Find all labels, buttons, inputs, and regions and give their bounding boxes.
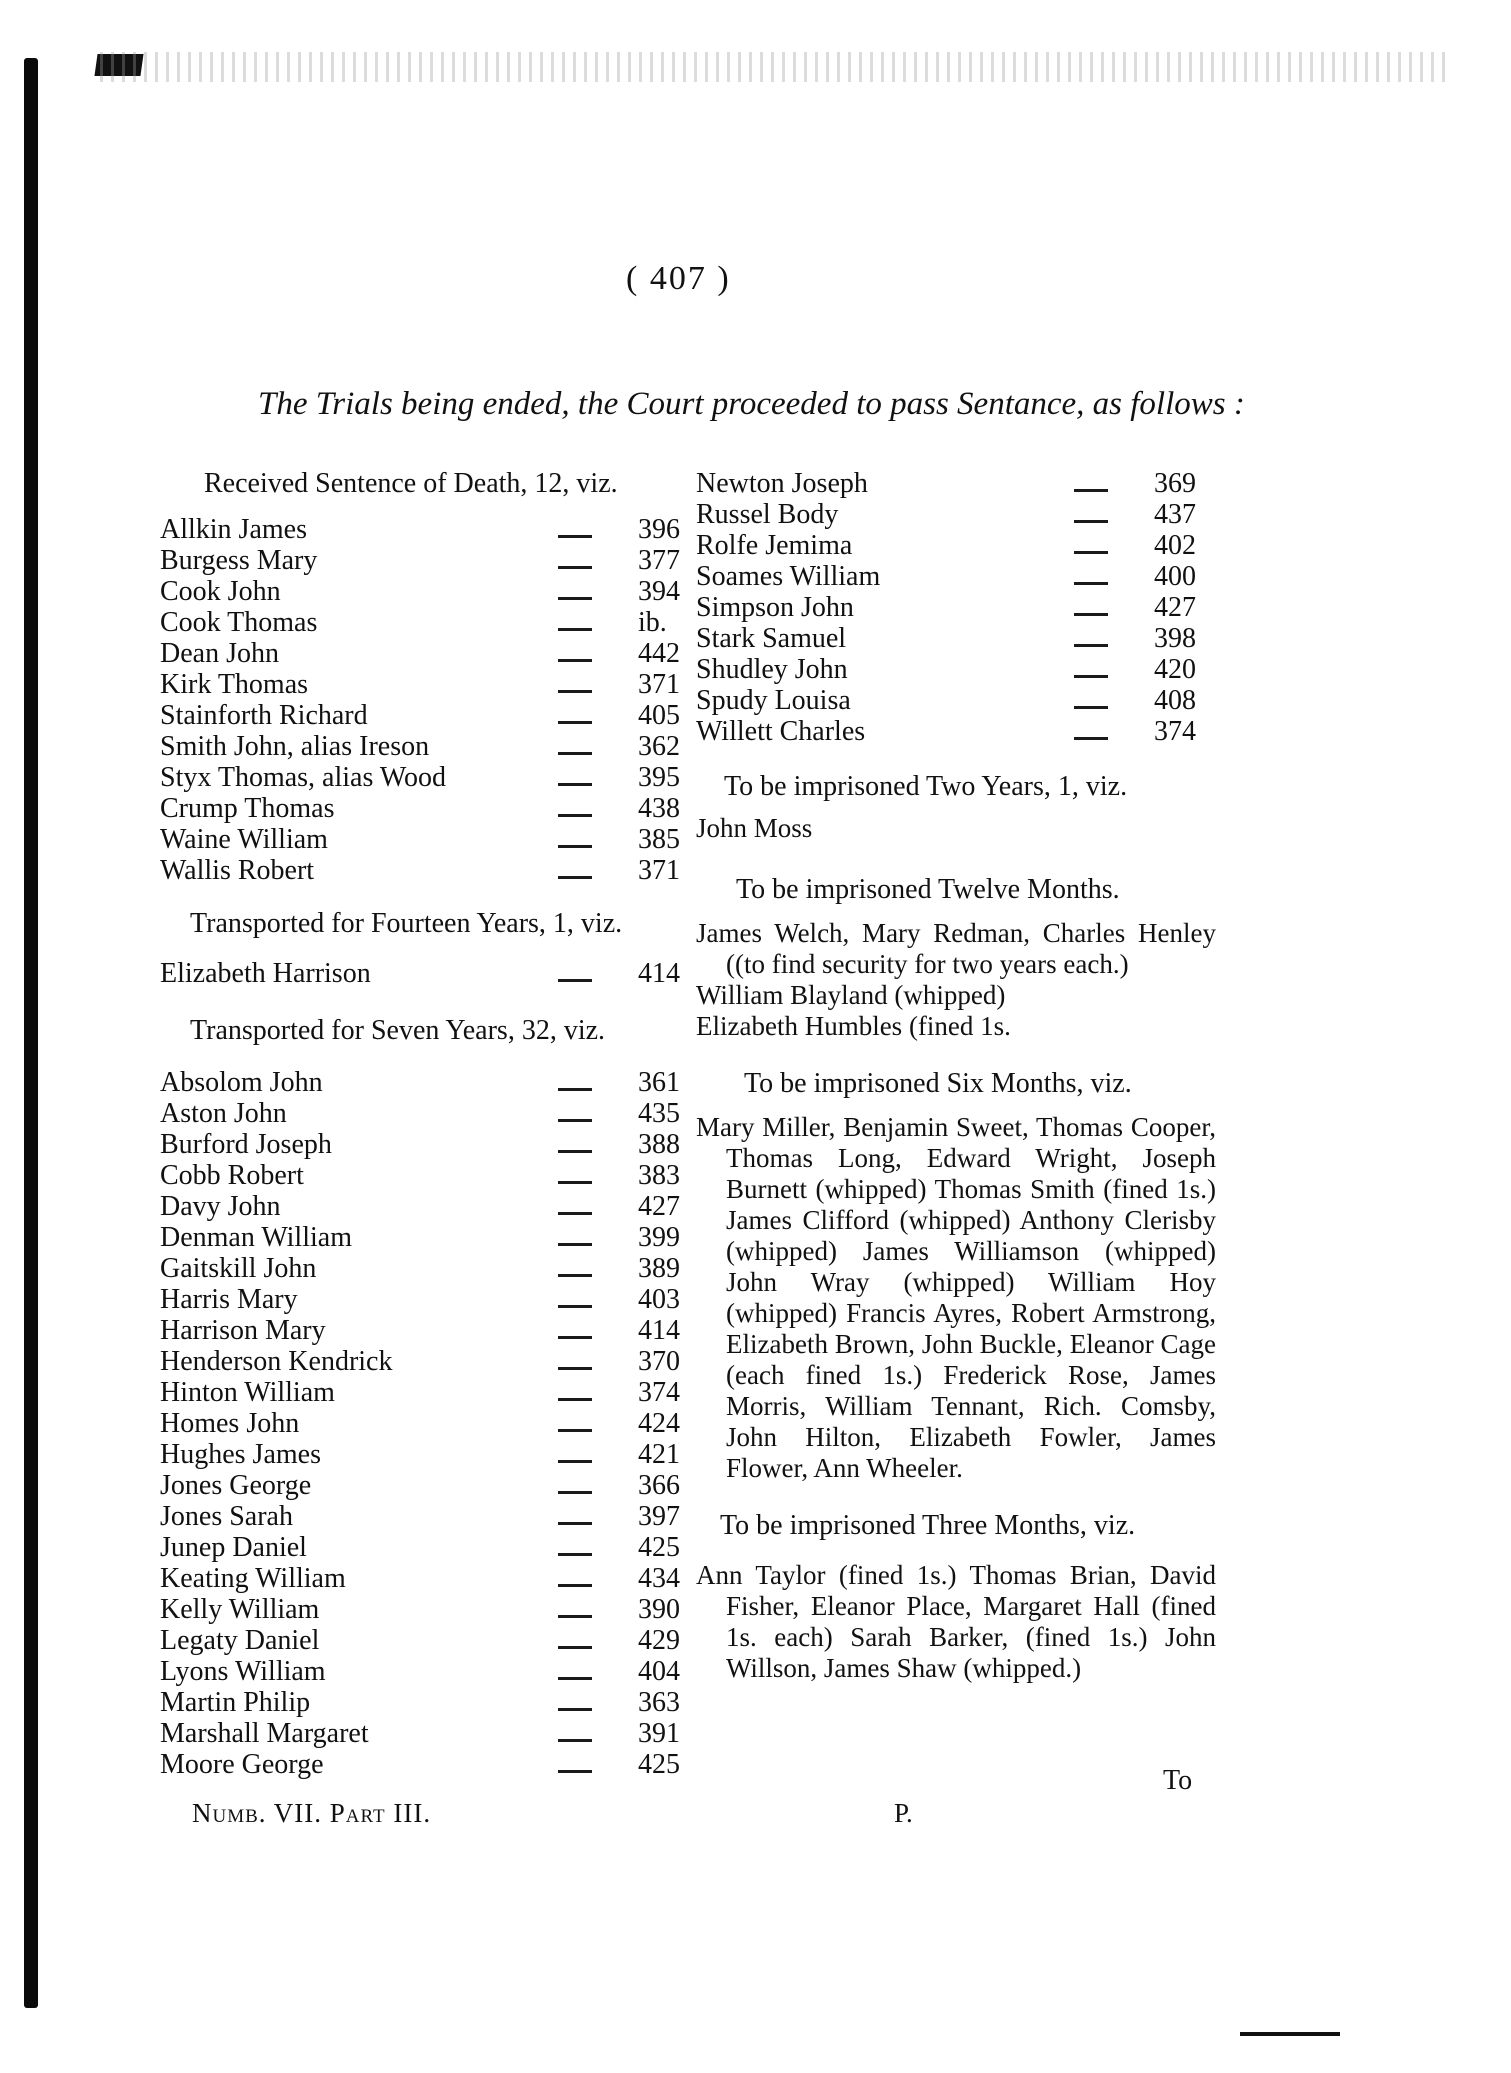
entry-page: 396 <box>638 514 680 545</box>
entry-name: Burford Joseph <box>160 1129 332 1160</box>
twelve-months-line-1: William Blayland (whipped) <box>696 980 1006 1010</box>
sentence-entry <box>160 1408 700 1439</box>
entry-name: Marshall Margaret <box>160 1718 369 1749</box>
entry-name: Crump Thomas <box>160 793 335 824</box>
leader-dash <box>1074 489 1108 492</box>
death-list <box>160 514 700 886</box>
entry-name: Aston John <box>160 1098 287 1129</box>
entry-name: Styx Thomas, alias Wood <box>160 762 447 793</box>
entry-name: Rolfe Jemima <box>696 530 853 561</box>
entry-name: Allkin James <box>160 514 307 545</box>
leader-dash <box>558 1429 592 1432</box>
entry-page: 425 <box>638 1532 680 1563</box>
sentence-entry <box>160 607 700 638</box>
entry-page: 402 <box>1154 530 1196 561</box>
entry-name: Russel Body <box>696 499 839 530</box>
sentence-entry <box>160 576 700 607</box>
entry-page: 414 <box>638 958 680 989</box>
entry-page: 390 <box>638 1594 680 1625</box>
sentence-entry <box>696 592 1216 623</box>
sentence-entry <box>696 468 1216 499</box>
entry-page: 420 <box>1154 654 1196 685</box>
sentence-entry <box>696 685 1216 716</box>
sentence-entry <box>160 793 700 824</box>
entry-page: 405 <box>638 700 680 731</box>
leader-dash <box>558 1305 592 1308</box>
sentence-entry <box>160 1687 700 1718</box>
leader-dash <box>558 1398 592 1401</box>
entry-page: ib. <box>638 607 667 638</box>
sentence-entry <box>160 731 700 762</box>
three-months-para: Ann Taylor (fined 1s.) Thomas Brian, David Fisher, Eleanor Place, Margaret Hall (fined 1s. each) Sarah Barker, (fined 1s.) John Willson, James Shaw (whipped.) <box>696 1560 1216 1683</box>
entry-page: 414 <box>638 1315 680 1346</box>
entry-page: 389 <box>638 1253 680 1284</box>
leader-dash <box>558 1646 592 1649</box>
entry-name: Davy John <box>160 1191 281 1222</box>
entry-name: Denman William <box>160 1222 352 1253</box>
sentence-entry <box>160 1160 700 1191</box>
leader-dash <box>558 659 592 662</box>
leader-dash <box>558 783 592 786</box>
entry-page: 374 <box>1154 716 1196 747</box>
page-number: ( 407 ) <box>626 260 731 297</box>
entry-page: 397 <box>638 1501 680 1532</box>
leader-dash <box>1074 737 1108 740</box>
sentence-entry <box>160 1098 700 1129</box>
entry-name: Stainforth Richard <box>160 700 368 731</box>
leader-dash <box>558 1367 592 1370</box>
sentence-entry <box>160 700 700 731</box>
entry-name: Soames William <box>696 561 881 592</box>
sentence-entry <box>160 1129 700 1160</box>
leader-dash <box>1074 706 1108 709</box>
two-years-heading: To be imprisoned Two Years, 1, viz. <box>724 771 1128 802</box>
entry-page: 366 <box>638 1470 680 1501</box>
entry-page: 395 <box>638 762 680 793</box>
binding-edge <box>24 58 38 2008</box>
entry-name: Elizabeth Harrison <box>160 958 371 989</box>
leader-dash <box>558 1243 592 1246</box>
entry-page: 442 <box>638 638 680 669</box>
leader-dash <box>558 628 592 631</box>
entry-page: 424 <box>638 1408 680 1439</box>
left-column <box>160 468 700 1780</box>
leader-dash <box>558 1522 592 1525</box>
leader-dash <box>558 979 592 982</box>
right-column <box>696 468 1216 1684</box>
leader-dash <box>1074 551 1108 554</box>
entry-page: 377 <box>638 545 680 576</box>
entry-page: 361 <box>638 1067 680 1098</box>
twelve-months-heading: To be imprisoned Twelve Months. <box>736 874 1120 905</box>
sentence-entry <box>160 1284 700 1315</box>
leader-dash <box>558 876 592 879</box>
catchword: To <box>1163 1765 1193 1796</box>
entry-name: Lyons William <box>160 1656 326 1687</box>
leader-dash <box>558 1212 592 1215</box>
entry-name: Hinton William <box>160 1377 335 1408</box>
entry-name: Martin Philip <box>160 1687 311 1718</box>
sentence-entry <box>696 499 1216 530</box>
leader-dash <box>558 845 592 848</box>
leader-dash <box>1074 644 1108 647</box>
leader-dash <box>558 814 592 817</box>
leader-dash <box>558 535 592 538</box>
entry-page: 421 <box>638 1439 680 1470</box>
entry-page: 404 <box>638 1656 680 1687</box>
entry-name: Cook John <box>160 576 281 607</box>
twelve-months-para: James Welch, Mary Redman, Charles Henley ((to find security for two years each.) <box>696 918 1216 979</box>
leader-dash <box>558 1119 592 1122</box>
entry-name: Hughes James <box>160 1439 321 1470</box>
entry-name: Moore George <box>160 1749 324 1780</box>
three-months-heading: To be imprisoned Three Months, viz. <box>720 1510 1136 1541</box>
entry-name: Cobb Robert <box>160 1160 304 1191</box>
entry-page: 429 <box>638 1625 680 1656</box>
sentence-entry <box>160 669 700 700</box>
leader-dash <box>558 1274 592 1277</box>
scan-noise <box>100 52 1450 82</box>
entry-page: 435 <box>638 1098 680 1129</box>
leader-dash <box>558 690 592 693</box>
entry-page: 394 <box>638 576 680 607</box>
entry-name: Jones Sarah <box>160 1501 293 1532</box>
leader-dash <box>558 597 592 600</box>
entry-page: 383 <box>638 1160 680 1191</box>
sentence-entry <box>160 855 700 886</box>
six-months-para: Mary Miller, Benjamin Sweet, Thomas Cooper, Thomas Long, Edward Wright, Joseph Burnett (whipped) Thomas Smith (fined 1s.) James Clifford (whipped) Anthony Clerisby (whipped) James Williamson (whipped) John Wray (whipped) William Hoy (whipped) Francis Ayres, Robert Armstrong, Elizabeth Brown, John Buckle, Eleanor Cage (each fined 1s.) Frederick Rose, James Morris, William Tennant, Rich. Comsby, John Hilton, Elizabeth Fowler, James Flower, Ann Wheeler. <box>696 1112 1216 1483</box>
entry-page: 369 <box>1154 468 1196 499</box>
entry-name: Wallis Robert <box>160 855 315 886</box>
entry-page: 427 <box>1154 592 1196 623</box>
entry-name: Kelly William <box>160 1594 320 1625</box>
sentence-entry <box>160 1625 700 1656</box>
entry-page: 427 <box>638 1191 680 1222</box>
entry-name: Harrison Mary <box>160 1315 326 1346</box>
entry-page: 437 <box>1154 499 1196 530</box>
sentence-entry <box>160 958 700 989</box>
leader-dash <box>558 1150 592 1153</box>
twelve-months-line-2: Elizabeth Humbles (fined 1s. <box>696 1011 1011 1041</box>
sentence-entry <box>160 1563 700 1594</box>
entry-page: 399 <box>638 1222 680 1253</box>
entry-name: Henderson Kendrick <box>160 1346 393 1377</box>
entry-name: Stark Samuel <box>696 623 847 654</box>
sentence-entry <box>160 1346 700 1377</box>
sentence-entry <box>160 514 700 545</box>
sentence-entry <box>160 1067 700 1098</box>
leader-dash <box>1074 582 1108 585</box>
leader-dash <box>558 1615 592 1618</box>
transported-seven-heading: Transported for Seven Years, 32, viz. <box>190 1015 606 1046</box>
leader-dash <box>1074 613 1108 616</box>
entry-name: Smith John, alias Ireson <box>160 731 430 762</box>
sentence-entry <box>160 1532 700 1563</box>
entry-page: 371 <box>638 669 680 700</box>
entry-name: Simpson John <box>696 592 854 623</box>
entry-name: Junep Daniel <box>160 1532 307 1563</box>
six-months-heading: To be imprisoned Six Months, viz. <box>744 1068 1132 1099</box>
sentence-entry <box>160 1377 700 1408</box>
sentence-entry <box>160 1749 700 1780</box>
entry-name: Shudley John <box>696 654 848 685</box>
entry-page: 371 <box>638 855 680 886</box>
sentence-entry <box>696 561 1216 592</box>
leader-dash <box>558 1460 592 1463</box>
entry-page: 363 <box>638 1687 680 1718</box>
leader-dash <box>558 1584 592 1587</box>
leader-dash <box>1074 520 1108 523</box>
entry-page: 425 <box>638 1749 680 1780</box>
sentence-entry <box>160 1501 700 1532</box>
leader-dash <box>558 1708 592 1711</box>
entry-page: 391 <box>638 1718 680 1749</box>
entry-name: Gaitskill John <box>160 1253 317 1284</box>
sentence-entry <box>160 638 700 669</box>
entry-page: 434 <box>638 1563 680 1594</box>
leader-dash <box>558 566 592 569</box>
entry-page: 385 <box>638 824 680 855</box>
entry-name: Burgess Mary <box>160 545 318 576</box>
transported-fourteen-list <box>160 958 700 989</box>
leader-dash <box>1074 675 1108 678</box>
entry-name: Absolom John <box>160 1067 323 1098</box>
signature-mark: P. <box>894 1798 913 1828</box>
entry-page: 370 <box>638 1346 680 1377</box>
sentence-entry <box>160 1656 700 1687</box>
entry-name: Newton Joseph <box>696 468 868 499</box>
entry-page: 408 <box>1154 685 1196 716</box>
sentence-entry <box>160 1594 700 1625</box>
scan-mark <box>1240 2032 1340 2036</box>
death-heading: Received Sentence of Death, 12, viz. <box>204 468 618 499</box>
entry-name: Keating William <box>160 1563 346 1594</box>
leader-dash <box>558 752 592 755</box>
sentence-entry <box>696 530 1216 561</box>
leader-dash <box>558 1336 592 1339</box>
leader-dash <box>558 1553 592 1556</box>
sentence-entry <box>160 1222 700 1253</box>
entry-page: 388 <box>638 1129 680 1160</box>
sentence-entry <box>160 1253 700 1284</box>
leader-dash <box>558 721 592 724</box>
entry-name: Kirk Thomas <box>160 669 309 700</box>
sentence-entry <box>160 1191 700 1222</box>
entry-page: 374 <box>638 1377 680 1408</box>
entry-page: 398 <box>1154 623 1196 654</box>
leader-dash <box>558 1181 592 1184</box>
entry-name: Waine William <box>160 824 328 855</box>
sentence-entry <box>696 716 1216 747</box>
entry-name: Willett Charles <box>696 716 866 747</box>
page-heading: The Trials being ended, the Court proceeded to pass Sentance, as follows : <box>258 386 1245 422</box>
leader-dash <box>558 1770 592 1773</box>
entry-page: 362 <box>638 731 680 762</box>
entry-name: Legaty Daniel <box>160 1625 320 1656</box>
two-years-text: John Moss <box>696 813 813 843</box>
entry-page: 400 <box>1154 561 1196 592</box>
transported-seven-continued-list <box>696 468 1216 747</box>
entry-page: 403 <box>638 1284 680 1315</box>
sentence-entry <box>696 654 1216 685</box>
sentence-entry <box>696 623 1216 654</box>
entry-name: Jones George <box>160 1470 312 1501</box>
entry-name: Homes John <box>160 1408 300 1439</box>
sentence-entry <box>160 762 700 793</box>
sentence-entry <box>160 1718 700 1749</box>
sentence-entry <box>160 545 700 576</box>
leader-dash <box>558 1677 592 1680</box>
sentence-entry <box>160 1439 700 1470</box>
leader-dash <box>558 1088 592 1091</box>
entry-name: Harris Mary <box>160 1284 298 1315</box>
sentence-entry <box>160 1315 700 1346</box>
transported-seven-list <box>160 1067 700 1780</box>
entry-name: Cook Thomas <box>160 607 318 638</box>
entry-name: Dean John <box>160 638 279 669</box>
sentence-entry <box>160 1470 700 1501</box>
sentence-entry <box>160 824 700 855</box>
transported-fourteen-heading: Transported for Fourteen Years, 1, viz. <box>190 908 623 939</box>
entry-page: 438 <box>638 793 680 824</box>
entry-name: Spudy Louisa <box>696 685 851 716</box>
signature-footer: Numb. VII. Part III. <box>192 1798 432 1828</box>
leader-dash <box>558 1491 592 1494</box>
leader-dash <box>558 1739 592 1742</box>
